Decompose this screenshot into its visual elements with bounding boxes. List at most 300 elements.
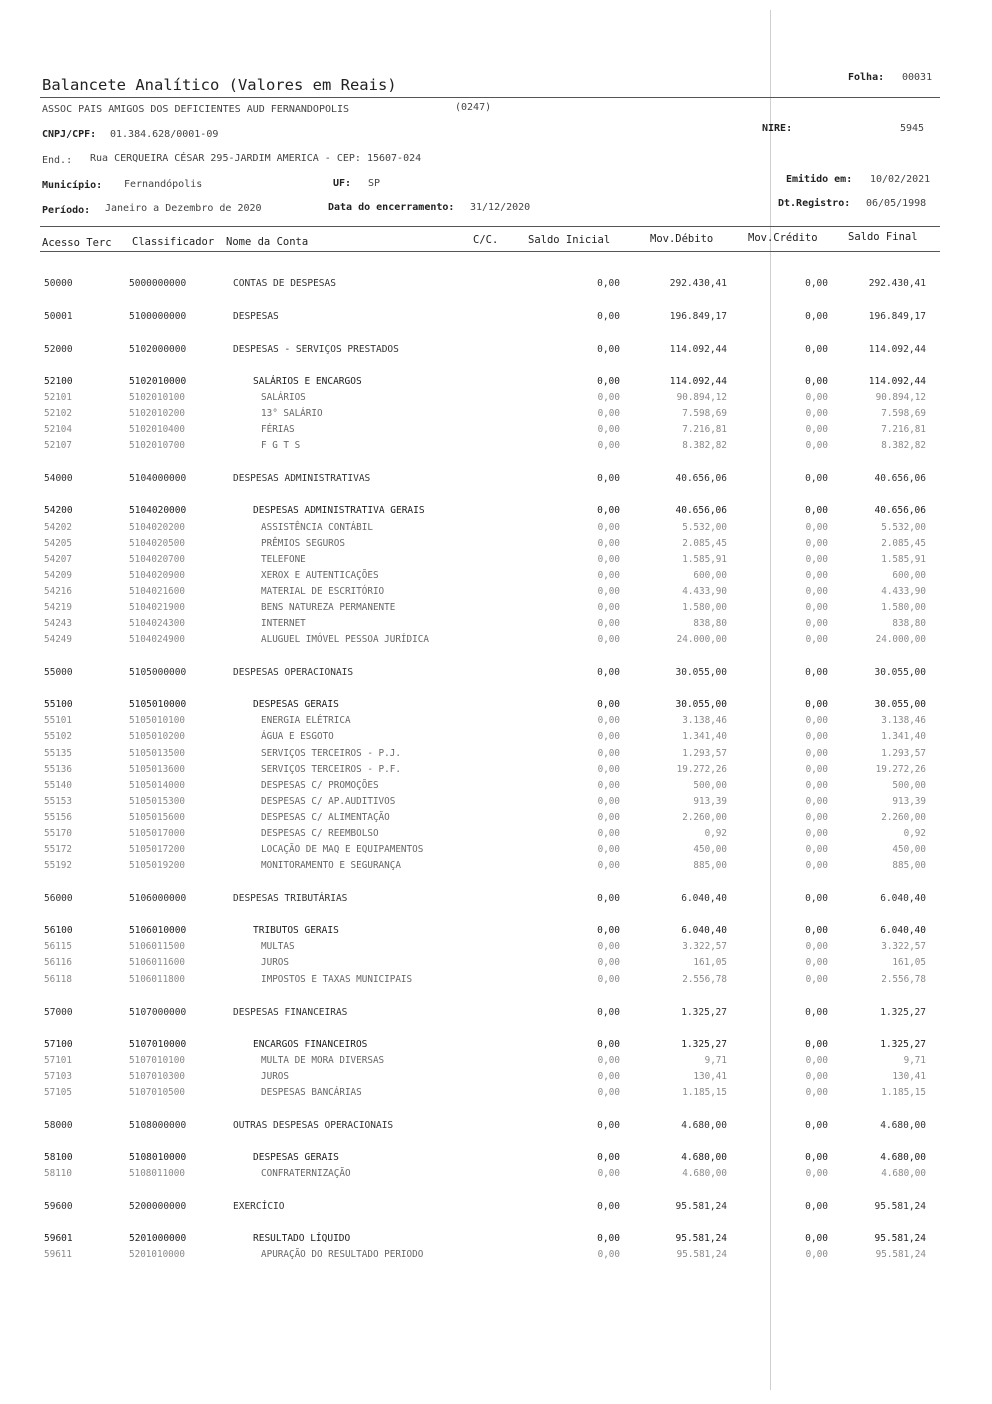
uf-value: SP xyxy=(368,178,381,189)
classifier: 5104020000 xyxy=(129,505,187,516)
saldo-inicial: 0,00 xyxy=(597,473,620,484)
saldo-final: 161,05 xyxy=(892,957,926,968)
saldo-final: 1.341,40 xyxy=(881,731,926,742)
account-name: DESPESAS xyxy=(233,311,279,322)
mov-credito: 0,00 xyxy=(805,715,828,726)
account-code: 52102 xyxy=(44,408,72,419)
header-rule xyxy=(40,226,940,227)
entity-code: (0247) xyxy=(455,102,492,113)
saldo-inicial: 0,00 xyxy=(597,1007,620,1018)
saldo-final: 0,92 xyxy=(903,828,926,839)
table-row xyxy=(0,957,992,973)
account-code: 55192 xyxy=(44,860,72,871)
mov-credito: 0,00 xyxy=(805,570,828,581)
saldo-final: 2.556,78 xyxy=(881,974,926,985)
mov-debito: 450,00 xyxy=(693,844,727,855)
account-name: ÁGUA E ESGOTO xyxy=(261,731,334,742)
title-rule xyxy=(40,97,940,98)
account-code: 54202 xyxy=(44,522,72,533)
saldo-inicial: 0,00 xyxy=(597,812,620,823)
classifier: 5105010000 xyxy=(129,699,187,710)
mov-debito: 95.581,24 xyxy=(675,1233,727,1244)
saldo-inicial: 0,00 xyxy=(597,618,620,629)
account-name: SALÁRIOS xyxy=(261,392,306,403)
account-name: MONITORAMENTO E SEGURANÇA xyxy=(261,860,401,871)
account-code: 54209 xyxy=(44,570,72,581)
saldo-inicial: 0,00 xyxy=(597,748,620,759)
mov-credito: 0,00 xyxy=(805,731,828,742)
table-row xyxy=(0,860,992,876)
saldo-final: 30.055,00 xyxy=(874,699,926,710)
saldo-inicial: 0,00 xyxy=(597,780,620,791)
account-code: 57103 xyxy=(44,1071,72,1082)
account-name: TRIBUTOS GERAIS xyxy=(253,925,339,936)
saldo-final: 1.325,27 xyxy=(880,1039,926,1050)
mov-credito: 0,00 xyxy=(805,522,828,533)
table-row xyxy=(0,812,992,828)
table-row xyxy=(0,1249,992,1265)
account-name: JUROS xyxy=(261,957,289,968)
classifier: 5104024900 xyxy=(129,634,185,645)
saldo-final: 1.325,27 xyxy=(880,1007,926,1018)
account-name: FÉRIAS xyxy=(261,424,295,435)
account-name: 13° SALÁRIO xyxy=(261,408,323,419)
account-code: 54216 xyxy=(44,586,72,597)
account-name: DESPESAS - SERVIÇOS PRESTADOS xyxy=(233,344,399,355)
account-code: 52100 xyxy=(44,376,73,387)
account-name: DESPESAS BANCÁRIAS xyxy=(261,1087,362,1098)
classifier: 5200000000 xyxy=(129,1201,187,1212)
account-name: DESPESAS FINANCEIRAS xyxy=(233,1007,348,1018)
classifier: 5107010500 xyxy=(129,1087,185,1098)
mov-debito: 95.581,24 xyxy=(675,1201,727,1212)
saldo-final: 2.085,45 xyxy=(881,538,926,549)
saldo-final: 4.433,90 xyxy=(881,586,926,597)
col-nome: Nome da Conta xyxy=(226,236,309,248)
saldo-inicial: 0,00 xyxy=(597,440,620,451)
table-row xyxy=(0,505,992,521)
table-row xyxy=(0,408,992,424)
table-row xyxy=(0,796,992,812)
mov-credito: 0,00 xyxy=(805,424,828,435)
mov-debito: 4.680,00 xyxy=(681,1120,727,1131)
account-name: PRÊMIOS SEGUROS xyxy=(261,538,345,549)
classifier: 5106011600 xyxy=(129,957,185,968)
saldo-final: 6.040,40 xyxy=(880,893,926,904)
col-mov-credito: Mov.Crédito xyxy=(748,232,818,244)
mov-credito: 0,00 xyxy=(805,974,828,985)
account-code: 55101 xyxy=(44,715,72,726)
account-name: DESPESAS OPERACIONAIS xyxy=(233,667,354,678)
account-name: ENERGIA ELÉTRICA xyxy=(261,715,351,726)
mov-credito: 0,00 xyxy=(805,893,828,904)
mov-debito: 6.040,40 xyxy=(681,925,727,936)
classifier: 5107010300 xyxy=(129,1071,185,1082)
account-name: IMPOSTOS E TAXAS MUNICIPAIS xyxy=(261,974,413,985)
mov-credito: 0,00 xyxy=(805,505,828,516)
table-row xyxy=(0,1120,992,1136)
table-row xyxy=(0,925,992,941)
encerramento-value: 31/12/2020 xyxy=(470,202,531,213)
saldo-inicial: 0,00 xyxy=(597,424,620,435)
classifier: 5102010000 xyxy=(129,376,187,387)
account-name: F G T S xyxy=(261,440,301,451)
mov-credito: 0,00 xyxy=(805,1071,828,1082)
table-row xyxy=(0,1168,992,1184)
table-row xyxy=(0,731,992,747)
account-code: 52101 xyxy=(44,392,72,403)
account-name: EXERCÍCIO xyxy=(233,1201,285,1212)
saldo-inicial: 0,00 xyxy=(597,1233,620,1244)
mov-debito: 1.325,27 xyxy=(681,1039,727,1050)
account-code: 55000 xyxy=(44,667,73,678)
classifier: 5102000000 xyxy=(129,344,187,355)
page-title: Balancete Analítico (Valores em Reais) xyxy=(42,76,397,94)
nire-value: 5945 xyxy=(900,123,925,134)
classifier: 5105015600 xyxy=(129,812,185,823)
encerramento-label: Data do encerramento: xyxy=(328,202,455,213)
account-code: 55156 xyxy=(44,812,72,823)
periodo-label: Período: xyxy=(42,205,91,216)
mov-credito: 0,00 xyxy=(805,1007,828,1018)
table-row xyxy=(0,974,992,990)
account-name: DESPESAS ADMINISTRATIVA GERAIS xyxy=(253,505,425,516)
account-code: 56118 xyxy=(44,974,72,985)
classifier: 5104020900 xyxy=(129,570,185,581)
table-row xyxy=(0,748,992,764)
table-row xyxy=(0,473,992,489)
saldo-inicial: 0,00 xyxy=(597,522,620,533)
account-code: 52104 xyxy=(44,424,72,435)
saldo-inicial: 0,00 xyxy=(597,828,620,839)
account-name: XEROX E AUTENTICAÇÕES xyxy=(261,570,379,581)
mov-debito: 30.055,00 xyxy=(675,667,727,678)
saldo-inicial: 0,00 xyxy=(597,1071,620,1082)
saldo-inicial: 0,00 xyxy=(597,586,620,597)
account-code: 58100 xyxy=(44,1152,73,1163)
mov-debito: 6.040,40 xyxy=(681,893,727,904)
table-row xyxy=(0,699,992,715)
col-classificador: Classificador xyxy=(132,236,215,248)
account-code: 54200 xyxy=(44,505,73,516)
table-row xyxy=(0,941,992,957)
mov-credito: 0,00 xyxy=(805,554,828,565)
account-name: CONFRATERNIZAÇÃO xyxy=(261,1168,351,1179)
classifier: 5201010000 xyxy=(129,1249,185,1260)
saldo-inicial: 0,00 xyxy=(597,554,620,565)
account-name: DESPESAS GERAIS xyxy=(253,1152,339,1163)
saldo-final: 885,00 xyxy=(892,860,926,871)
table-row xyxy=(0,344,992,360)
table-row xyxy=(0,1039,992,1055)
account-code: 54243 xyxy=(44,618,72,629)
account-code: 59611 xyxy=(44,1249,72,1260)
entity-name: ASSOC PAIS AMIGOS DOS DEFICIENTES AUD FERNANDOPOLIS xyxy=(42,104,350,115)
classifier: 5108011000 xyxy=(129,1168,185,1179)
saldo-inicial: 0,00 xyxy=(597,1152,620,1163)
mov-debito: 1.185,15 xyxy=(682,1087,727,1098)
saldo-inicial: 0,00 xyxy=(597,974,620,985)
saldo-inicial: 0,00 xyxy=(597,1168,620,1179)
saldo-final: 7.598,69 xyxy=(881,408,926,419)
account-name: TELEFONE xyxy=(261,554,306,565)
mov-debito: 1.293,57 xyxy=(682,748,727,759)
mov-debito: 114.092,44 xyxy=(669,344,727,355)
saldo-inicial: 0,00 xyxy=(597,925,620,936)
mov-debito: 8.382,82 xyxy=(682,440,727,451)
saldo-inicial: 0,00 xyxy=(597,570,620,581)
saldo-inicial: 0,00 xyxy=(597,893,620,904)
saldo-final: 913,39 xyxy=(892,796,926,807)
mov-debito: 3.322,57 xyxy=(682,941,727,952)
address-label: End.: xyxy=(42,155,73,166)
col-acesso: Acesso Terc xyxy=(42,237,112,249)
classifier: 5104021900 xyxy=(129,602,185,613)
classifier: 5102010400 xyxy=(129,424,185,435)
table-row xyxy=(0,1233,992,1249)
mov-debito: 24.000,00 xyxy=(676,634,727,645)
emitido-value: 10/02/2021 xyxy=(870,174,931,185)
mov-credito: 0,00 xyxy=(805,925,828,936)
mov-credito: 0,00 xyxy=(805,1087,828,1098)
mov-debito: 40.656,06 xyxy=(675,505,727,516)
table-row xyxy=(0,570,992,586)
mov-debito: 95.581,24 xyxy=(676,1249,727,1260)
account-code: 50001 xyxy=(44,311,73,322)
mov-credito: 0,00 xyxy=(805,408,828,419)
saldo-inicial: 0,00 xyxy=(597,1201,620,1212)
account-name: RESULTADO LÍQUIDO xyxy=(253,1233,351,1244)
saldo-inicial: 0,00 xyxy=(597,505,620,516)
account-name: DESPESAS C/ AP.AUDITIVOS xyxy=(261,796,396,807)
mov-credito: 0,00 xyxy=(805,1168,828,1179)
saldo-final: 838,80 xyxy=(892,618,926,629)
mov-debito: 3.138,46 xyxy=(682,715,727,726)
saldo-inicial: 0,00 xyxy=(597,860,620,871)
table-row xyxy=(0,1152,992,1168)
mov-credito: 0,00 xyxy=(805,602,828,613)
account-code: 52000 xyxy=(44,344,73,355)
saldo-final: 500,00 xyxy=(892,780,926,791)
mov-debito: 2.260,00 xyxy=(682,812,727,823)
table-row xyxy=(0,311,992,327)
classifier: 5100000000 xyxy=(129,311,187,322)
account-name: ENCARGOS FINANCEIROS xyxy=(253,1039,368,1050)
account-code: 58110 xyxy=(44,1168,72,1179)
account-code: 50000 xyxy=(44,278,73,289)
mov-debito: 114.092,44 xyxy=(669,376,727,387)
mov-credito: 0,00 xyxy=(805,392,828,403)
table-row xyxy=(0,424,992,440)
account-code: 54207 xyxy=(44,554,72,565)
classifier: 5102010100 xyxy=(129,392,185,403)
table-row xyxy=(0,440,992,456)
saldo-final: 4.680,00 xyxy=(880,1152,926,1163)
saldo-inicial: 0,00 xyxy=(597,1055,620,1066)
classifier: 5105000000 xyxy=(129,667,187,678)
mov-credito: 0,00 xyxy=(805,311,828,322)
mov-debito: 2.556,78 xyxy=(682,974,727,985)
saldo-inicial: 0,00 xyxy=(597,1087,620,1098)
mov-credito: 0,00 xyxy=(805,1233,828,1244)
classifier: 5102010200 xyxy=(129,408,185,419)
saldo-final: 4.680,00 xyxy=(881,1168,926,1179)
saldo-inicial: 0,00 xyxy=(597,408,620,419)
mov-credito: 0,00 xyxy=(805,780,828,791)
saldo-inicial: 0,00 xyxy=(597,1249,620,1260)
registro-label: Dt.Registro: xyxy=(778,198,851,209)
account-name: SERVIÇOS TERCEIROS - P.F. xyxy=(261,764,401,775)
mov-debito: 0,92 xyxy=(704,828,727,839)
mov-debito: 885,00 xyxy=(693,860,727,871)
mov-credito: 0,00 xyxy=(805,1039,828,1050)
mov-debito: 1.341,40 xyxy=(682,731,727,742)
account-code: 57101 xyxy=(44,1055,72,1066)
municipio-value: Fernandópolis xyxy=(124,179,203,190)
saldo-final: 1.185,15 xyxy=(881,1087,926,1098)
account-name: CONTAS DE DESPESAS xyxy=(233,278,336,289)
mov-debito: 4.680,00 xyxy=(681,1152,727,1163)
mov-debito: 90.894,12 xyxy=(676,392,727,403)
saldo-inicial: 0,00 xyxy=(597,844,620,855)
account-code: 57100 xyxy=(44,1039,73,1050)
saldo-final: 1.585,91 xyxy=(881,554,926,565)
saldo-final: 9,71 xyxy=(903,1055,926,1066)
table-row xyxy=(0,634,992,650)
table-row xyxy=(0,602,992,618)
table-row xyxy=(0,780,992,796)
registro-value: 06/05/1998 xyxy=(866,198,927,209)
columns-rule xyxy=(40,251,940,252)
mov-credito: 0,00 xyxy=(805,957,828,968)
table-row xyxy=(0,828,992,844)
mov-credito: 0,00 xyxy=(805,1152,828,1163)
table-row xyxy=(0,667,992,683)
saldo-inicial: 0,00 xyxy=(597,764,620,775)
mov-debito: 7.598,69 xyxy=(682,408,727,419)
mov-debito: 1.325,27 xyxy=(681,1007,727,1018)
saldo-inicial: 0,00 xyxy=(597,311,620,322)
mov-credito: 0,00 xyxy=(805,618,828,629)
saldo-inicial: 0,00 xyxy=(597,634,620,645)
saldo-inicial: 0,00 xyxy=(597,538,620,549)
classifier: 5105014000 xyxy=(129,780,185,791)
account-code: 55170 xyxy=(44,828,72,839)
classifier: 5105019200 xyxy=(129,860,185,871)
classifier: 5107010000 xyxy=(129,1039,187,1050)
account-code: 58000 xyxy=(44,1120,73,1131)
account-code: 56116 xyxy=(44,957,72,968)
saldo-inicial: 0,00 xyxy=(597,699,620,710)
saldo-final: 1.293,57 xyxy=(881,748,926,759)
emitido-label: Emitido em: xyxy=(786,174,853,185)
saldo-inicial: 0,00 xyxy=(597,715,620,726)
account-name: ASSISTÊNCIA CONTÁBIL xyxy=(261,522,373,533)
account-code: 57000 xyxy=(44,1007,73,1018)
saldo-inicial: 0,00 xyxy=(597,957,620,968)
saldo-final: 1.580,00 xyxy=(881,602,926,613)
account-code: 59600 xyxy=(44,1201,73,1212)
saldo-final: 450,00 xyxy=(892,844,926,855)
classifier: 5106011800 xyxy=(129,974,185,985)
mov-debito: 913,39 xyxy=(693,796,727,807)
saldo-final: 3.138,46 xyxy=(881,715,926,726)
classifier: 5106000000 xyxy=(129,893,187,904)
mov-debito: 4.680,00 xyxy=(682,1168,727,1179)
saldo-final: 196.849,17 xyxy=(868,311,926,322)
saldo-final: 292.430,41 xyxy=(868,278,926,289)
classifier: 5105013500 xyxy=(129,748,185,759)
saldo-final: 40.656,06 xyxy=(874,505,926,516)
col-saldo-inicial: Saldo Inicial xyxy=(528,234,611,246)
mov-credito: 0,00 xyxy=(805,764,828,775)
mov-credito: 0,00 xyxy=(805,748,828,759)
table-row xyxy=(0,554,992,570)
saldo-inicial: 0,00 xyxy=(597,344,620,355)
mov-debito: 2.085,45 xyxy=(682,538,727,549)
classifier: 5105013600 xyxy=(129,764,185,775)
account-code: 55140 xyxy=(44,780,72,791)
saldo-final: 2.260,00 xyxy=(881,812,926,823)
mov-debito: 30.055,00 xyxy=(675,699,727,710)
classifier: 5102010700 xyxy=(129,440,185,451)
classifier: 5104020200 xyxy=(129,522,185,533)
saldo-inicial: 0,00 xyxy=(597,1120,620,1131)
mov-credito: 0,00 xyxy=(805,1201,828,1212)
classifier: 5104020700 xyxy=(129,554,185,565)
saldo-inicial: 0,00 xyxy=(597,278,620,289)
table-row xyxy=(0,538,992,554)
cnpj-label: CNPJ/CPF: xyxy=(42,129,97,140)
municipio-label: Município: xyxy=(42,180,103,191)
mov-credito: 0,00 xyxy=(805,473,828,484)
table-row xyxy=(0,1055,992,1071)
mov-credito: 0,00 xyxy=(805,844,828,855)
table-row xyxy=(0,844,992,860)
mov-credito: 0,00 xyxy=(805,699,828,710)
account-name: DESPESAS C/ PROMOÇÕES xyxy=(261,780,379,791)
classifier: 5201000000 xyxy=(129,1233,187,1244)
saldo-final: 114.092,44 xyxy=(868,344,926,355)
account-name: DESPESAS TRIBUTÁRIAS xyxy=(233,893,348,904)
classifier: 5104020500 xyxy=(129,538,185,549)
table-row xyxy=(0,1071,992,1087)
table-row xyxy=(0,715,992,731)
classifier: 5105010100 xyxy=(129,715,185,726)
mov-debito: 292.430,41 xyxy=(669,278,727,289)
mov-credito: 0,00 xyxy=(805,1120,828,1131)
mov-debito: 4.433,90 xyxy=(682,586,727,597)
classifier: 5104000000 xyxy=(129,473,187,484)
mov-credito: 0,00 xyxy=(805,828,828,839)
classifier: 5105017200 xyxy=(129,844,185,855)
address-value: Rua CERQUEIRA CÉSAR 295-JARDIM AMERICA - CEP: 15607-024 xyxy=(90,153,422,164)
account-code: 55136 xyxy=(44,764,72,775)
table-row xyxy=(0,1007,992,1023)
saldo-inicial: 0,00 xyxy=(597,1039,620,1050)
account-name: SALÁRIOS E ENCARGOS xyxy=(253,376,362,387)
table-row xyxy=(0,376,992,392)
mov-credito: 0,00 xyxy=(805,667,828,678)
mov-credito: 0,00 xyxy=(805,538,828,549)
table-row xyxy=(0,586,992,602)
account-name: OUTRAS DESPESAS OPERACIONAIS xyxy=(233,1120,394,1131)
mov-debito: 161,05 xyxy=(693,957,727,968)
saldo-inicial: 0,00 xyxy=(597,602,620,613)
mov-credito: 0,00 xyxy=(805,812,828,823)
account-code: 55100 xyxy=(44,699,73,710)
account-code: 56100 xyxy=(44,925,73,936)
